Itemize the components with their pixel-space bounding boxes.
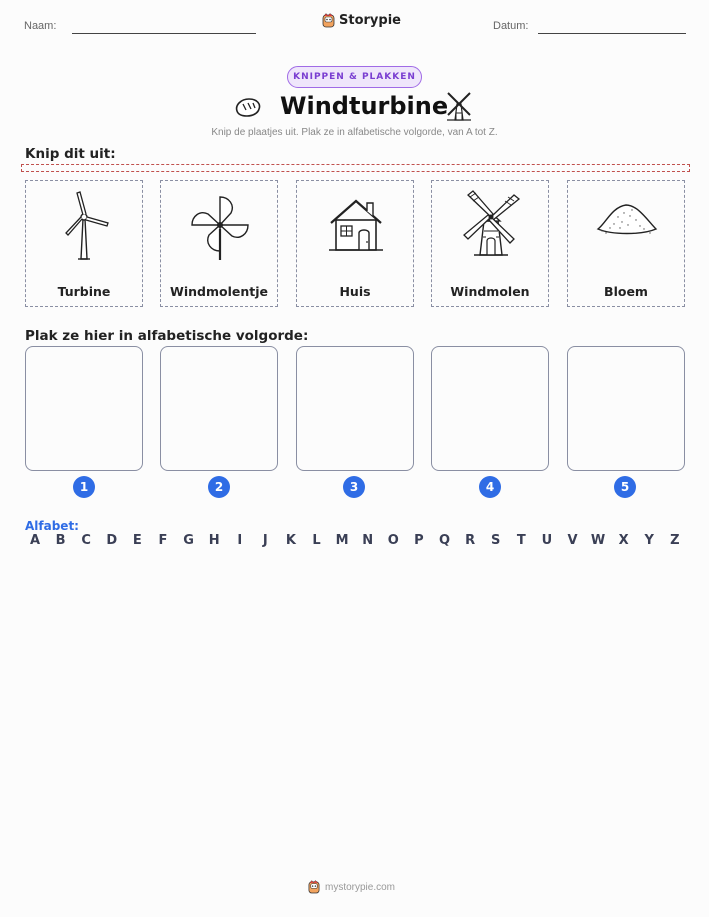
alphabet-letter: S — [491, 533, 501, 548]
alphabet-row — [25, 533, 685, 548]
cut-card-turbine[interactable] — [25, 180, 143, 307]
paste-slot-5[interactable] — [567, 346, 685, 471]
slot-number-3: 3 — [343, 476, 365, 498]
alphabet-letter: J — [262, 533, 268, 548]
alphabet-letter: Q — [438, 533, 451, 548]
card-label: Turbine — [57, 284, 111, 299]
alphabet-letter: T — [516, 533, 526, 548]
cut-card-huis[interactable] — [296, 180, 414, 307]
instructions: Knip de plaatjes uit. Plak ze in alfabetische volgorde, van A tot Z. — [211, 127, 498, 138]
pinwheel-icon — [185, 189, 255, 261]
paste-slot-1[interactable] — [25, 346, 143, 471]
slot-number-1: 1 — [73, 476, 95, 498]
alphabet-letter: V — [567, 533, 578, 548]
alphabet-letter: G — [183, 533, 194, 548]
title-row — [0, 90, 709, 126]
alphabet-letter: I — [237, 533, 243, 548]
alphabet-letter: C — [81, 533, 91, 548]
paste-section-title: Plak ze hier in alfabetische volgorde: — [25, 328, 309, 344]
alphabet-letter: X — [618, 533, 629, 548]
date-line[interactable] — [538, 33, 686, 34]
alphabet-letter: E — [132, 533, 142, 548]
alphabet-letter: D — [106, 533, 118, 548]
bread-icon — [233, 95, 263, 119]
brand — [322, 13, 401, 28]
card-label: Windmolentje — [170, 284, 268, 299]
paste-slot-2[interactable] — [160, 346, 278, 471]
footer — [308, 880, 395, 894]
brand-name: Storypie — [339, 13, 401, 28]
cut-card-bloem[interactable] — [567, 180, 685, 307]
alphabet-letter: P — [414, 533, 424, 548]
alphabet-title: Alfabet: — [25, 519, 79, 533]
cut-section-title: Knip dit uit: — [25, 146, 116, 162]
alphabet-letter: A — [29, 533, 41, 548]
alphabet-letter: U — [541, 533, 553, 548]
alphabet-letter: B — [55, 533, 66, 548]
alphabet-letter: K — [285, 533, 296, 548]
footer-url[interactable]: mystorypie.com — [325, 881, 396, 893]
slot-number-4: 4 — [479, 476, 501, 498]
alphabet-letter: O — [387, 533, 399, 548]
slot-number-2: 2 — [208, 476, 230, 498]
alphabet-letter: L — [312, 533, 321, 548]
wind-turbine-icon — [50, 189, 120, 261]
activity-badge: KNIPPEN & PLAKKEN — [287, 66, 422, 88]
paste-slot-4[interactable] — [431, 346, 549, 471]
cut-card-windmolentje[interactable] — [160, 180, 278, 307]
card-label: Windmolen — [450, 284, 530, 299]
name-line[interactable] — [72, 33, 256, 34]
flour-pile-icon — [592, 189, 662, 261]
alphabet-letter: R — [465, 533, 476, 548]
alphabet-letter: M — [335, 533, 349, 548]
card-label: Bloem — [604, 284, 648, 299]
cut-card-windmolen[interactable] — [431, 180, 549, 307]
alphabet-letter: W — [590, 533, 606, 548]
house-icon — [321, 189, 391, 261]
alphabet-letter: F — [158, 533, 168, 548]
page-title: Windturbine — [280, 92, 449, 120]
cut-line — [21, 164, 690, 172]
alphabet-letter: Y — [644, 533, 654, 548]
windmill-icon — [456, 189, 526, 261]
slot-number-5: 5 — [614, 476, 636, 498]
storypie-footer-logo-icon — [308, 880, 320, 894]
name-label: Naam: — [24, 20, 57, 32]
alphabet-letter: Z — [670, 533, 680, 548]
paste-slot-3[interactable] — [296, 346, 414, 471]
card-label: Huis — [339, 284, 371, 299]
windmill-title-icon — [445, 90, 473, 122]
date-label: Datum: — [493, 20, 529, 32]
alphabet-letter: H — [208, 533, 220, 548]
alphabet-letter: N — [362, 533, 374, 548]
storypie-logo-icon — [322, 13, 335, 28]
